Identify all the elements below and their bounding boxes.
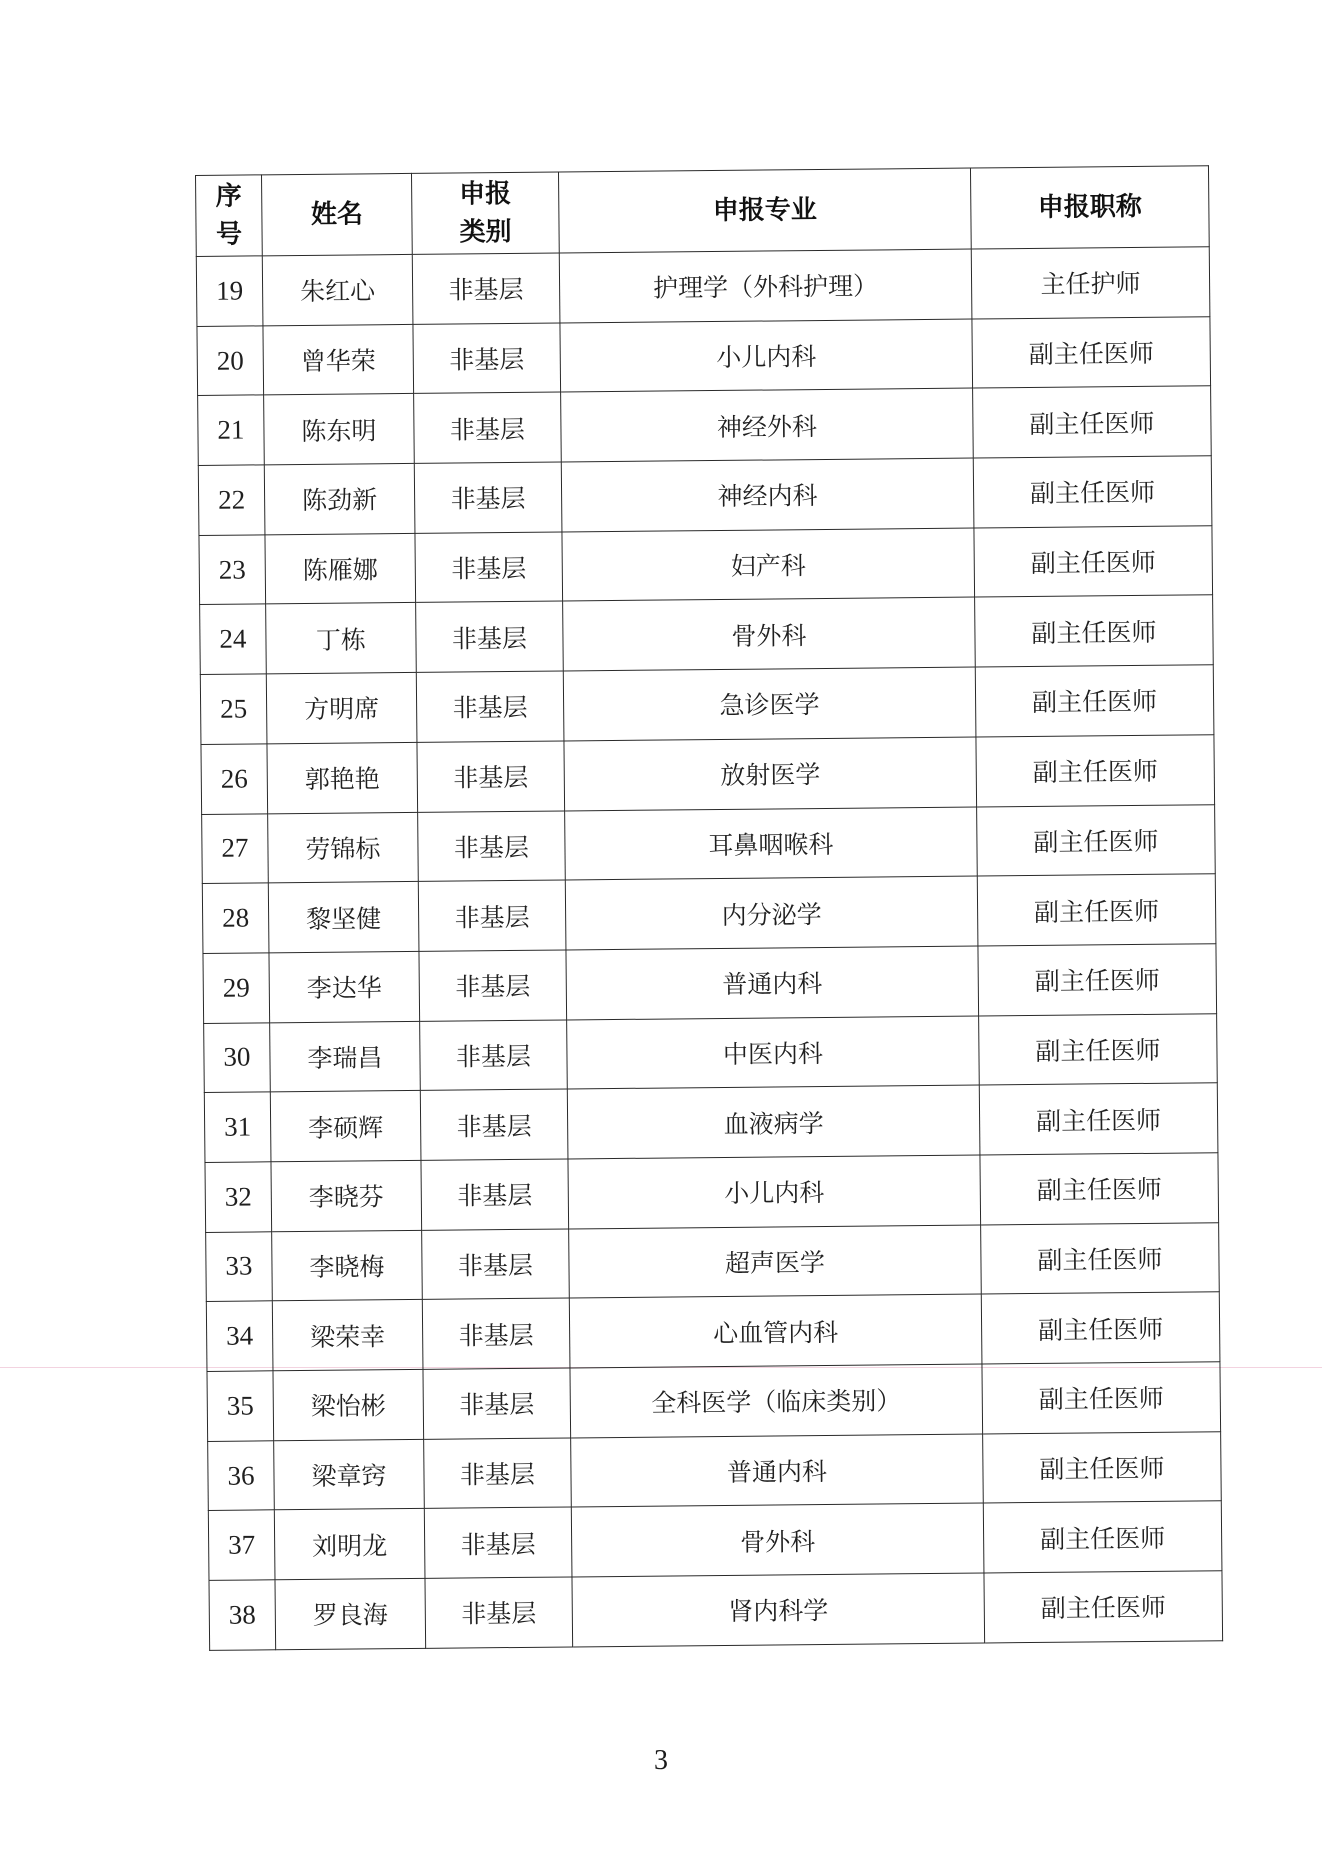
cell-title: 副主任医师 bbox=[979, 1083, 1218, 1155]
header-specialty: 申报专业 bbox=[558, 168, 971, 253]
table-row bbox=[203, 944, 1217, 1023]
cell-specialty: 骨外科 bbox=[563, 597, 976, 671]
table-row bbox=[208, 1501, 1222, 1580]
table-row bbox=[198, 456, 1212, 535]
cell-name: 刘明龙 bbox=[274, 1509, 425, 1580]
cell-no: 24 bbox=[200, 604, 267, 674]
cell-specialty: 放射医学 bbox=[564, 737, 977, 811]
cell-no: 34 bbox=[206, 1301, 273, 1371]
header-line: 号 bbox=[215, 219, 243, 250]
header-line: 类别 bbox=[459, 216, 512, 248]
table-row bbox=[206, 1222, 1220, 1301]
cell-name: 李达华 bbox=[269, 951, 420, 1022]
cell-category: 非基层 bbox=[414, 462, 562, 533]
cell-category: 非基层 bbox=[422, 1298, 570, 1369]
cell-no: 28 bbox=[202, 883, 269, 953]
cell-no: 30 bbox=[204, 1022, 271, 1092]
table-row bbox=[202, 804, 1216, 883]
table-row bbox=[198, 386, 1212, 465]
cell-name: 丁栋 bbox=[266, 603, 417, 674]
cell-no: 20 bbox=[197, 326, 264, 396]
cell-specialty: 普通内科 bbox=[571, 1434, 984, 1508]
cell-title: 副主任医师 bbox=[972, 316, 1211, 388]
cell-specialty: 普通内科 bbox=[566, 946, 979, 1020]
cell-title: 副主任医师 bbox=[983, 1431, 1222, 1503]
table-row bbox=[200, 595, 1214, 674]
header-name: 姓名 bbox=[262, 173, 413, 255]
cell-no: 35 bbox=[207, 1371, 274, 1441]
cell-title: 副主任医师 bbox=[976, 735, 1215, 807]
cell-title: 副主任医师 bbox=[973, 386, 1212, 458]
cell-specialty: 小儿内科 bbox=[568, 1155, 981, 1229]
cell-name: 朱红心 bbox=[262, 254, 413, 325]
cell-name: 梁怡彬 bbox=[273, 1369, 424, 1440]
cell-no: 29 bbox=[203, 953, 270, 1023]
cell-name: 曾华荣 bbox=[263, 324, 414, 395]
cell-specialty: 耳鼻咽喉科 bbox=[565, 807, 978, 881]
cell-no: 25 bbox=[200, 674, 267, 744]
table-row bbox=[202, 874, 1216, 953]
table-row bbox=[208, 1431, 1222, 1510]
cell-specialty: 急诊医学 bbox=[563, 667, 976, 741]
cell-name: 李瑞昌 bbox=[270, 1021, 421, 1092]
cell-name: 方明席 bbox=[266, 673, 417, 744]
cell-category: 非基层 bbox=[418, 880, 566, 951]
cell-no: 37 bbox=[208, 1510, 275, 1580]
cell-title: 副主任医师 bbox=[973, 456, 1212, 528]
cell-title: 副主任医师 bbox=[979, 1013, 1218, 1085]
page-number: 3 bbox=[654, 1745, 668, 1776]
header-title: 申报职称 bbox=[970, 166, 1209, 249]
table-row bbox=[207, 1362, 1221, 1441]
cell-no: 32 bbox=[205, 1162, 272, 1232]
cell-no: 26 bbox=[201, 744, 268, 814]
cell-name: 罗良海 bbox=[275, 1578, 426, 1649]
cell-name: 黎坚健 bbox=[268, 882, 419, 953]
cell-category: 非基层 bbox=[418, 810, 566, 881]
table-row bbox=[200, 665, 1214, 744]
cell-category: 非基层 bbox=[415, 532, 563, 603]
cell-specialty: 神经外科 bbox=[561, 388, 974, 462]
cell-no: 21 bbox=[198, 395, 265, 465]
cell-specialty: 妇产科 bbox=[562, 528, 975, 602]
cell-category: 非基层 bbox=[423, 1368, 571, 1439]
cell-category: 非基层 bbox=[424, 1438, 572, 1509]
cell-category: 非基层 bbox=[414, 392, 562, 463]
cell-category: 非基层 bbox=[424, 1507, 572, 1578]
cell-specialty: 中医内科 bbox=[567, 1016, 980, 1090]
cell-title: 副主任医师 bbox=[983, 1501, 1222, 1573]
table-row bbox=[197, 316, 1211, 395]
cell-no: 38 bbox=[209, 1580, 276, 1650]
cell-category: 非基层 bbox=[412, 253, 560, 324]
cell-specialty: 小儿内科 bbox=[560, 319, 973, 393]
cell-specialty: 全科医学（临床类别） bbox=[570, 1364, 983, 1438]
cell-title: 副主任医师 bbox=[977, 874, 1216, 946]
cell-category: 非基层 bbox=[420, 1020, 568, 1091]
cell-name: 李晓芬 bbox=[271, 1160, 422, 1231]
cell-no: 31 bbox=[204, 1092, 271, 1162]
cell-category: 非基层 bbox=[417, 741, 565, 812]
cell-title: 主任护师 bbox=[971, 247, 1210, 319]
header-no bbox=[196, 175, 263, 257]
cell-no: 22 bbox=[198, 465, 265, 535]
cell-category: 非基层 bbox=[419, 950, 567, 1021]
table-row bbox=[204, 1013, 1218, 1092]
cell-name: 梁章窍 bbox=[274, 1439, 425, 1510]
cell-category: 非基层 bbox=[425, 1577, 573, 1648]
cell-specialty: 超声医学 bbox=[569, 1225, 982, 1299]
header-line: 序 bbox=[215, 181, 242, 212]
cell-category: 非基层 bbox=[416, 601, 564, 672]
cell-category: 非基层 bbox=[413, 323, 561, 394]
cell-specialty: 肾内科学 bbox=[572, 1573, 985, 1647]
cell-name: 陈东明 bbox=[264, 394, 415, 465]
cell-title: 副主任医师 bbox=[975, 595, 1214, 667]
cell-title: 副主任医师 bbox=[978, 944, 1217, 1016]
cell-specialty: 神经内科 bbox=[561, 458, 974, 532]
cell-name: 李硕辉 bbox=[270, 1091, 421, 1162]
cell-no: 36 bbox=[208, 1440, 275, 1510]
cell-title: 副主任医师 bbox=[982, 1362, 1221, 1434]
cell-specialty: 护理学（外科护理） bbox=[559, 249, 972, 323]
table-row bbox=[201, 735, 1215, 814]
cell-specialty: 心血管内科 bbox=[569, 1294, 982, 1368]
cell-name: 梁荣幸 bbox=[272, 1300, 423, 1371]
cell-no: 33 bbox=[206, 1231, 273, 1301]
cell-specialty: 内分泌学 bbox=[565, 876, 978, 950]
table-row bbox=[204, 1083, 1218, 1162]
cell-category: 非基层 bbox=[421, 1159, 569, 1230]
header-category bbox=[411, 172, 559, 254]
cell-name: 李晓梅 bbox=[272, 1230, 423, 1301]
cell-no: 19 bbox=[196, 256, 263, 326]
table-header-row bbox=[196, 166, 1210, 257]
table-row bbox=[209, 1571, 1223, 1650]
applicant-table bbox=[195, 165, 1223, 1650]
cell-title: 副主任医师 bbox=[984, 1571, 1223, 1643]
table-row bbox=[196, 247, 1210, 326]
table-row bbox=[199, 526, 1213, 605]
cell-name: 劳锦标 bbox=[268, 812, 419, 883]
cell-no: 27 bbox=[202, 813, 269, 883]
cell-category: 非基层 bbox=[422, 1229, 570, 1300]
cell-name: 陈雁娜 bbox=[265, 533, 416, 604]
cell-title: 副主任医师 bbox=[977, 804, 1216, 876]
header-line: 申报 bbox=[459, 178, 512, 210]
cell-title: 副主任医师 bbox=[980, 1153, 1219, 1225]
cell-title: 副主任医师 bbox=[981, 1292, 1220, 1364]
cell-title: 副主任医师 bbox=[974, 526, 1213, 598]
cell-category: 非基层 bbox=[416, 671, 564, 742]
table-body bbox=[196, 247, 1222, 1650]
cell-specialty: 血液病学 bbox=[567, 1085, 980, 1159]
cell-title: 副主任医师 bbox=[981, 1222, 1220, 1294]
cell-specialty: 骨外科 bbox=[571, 1503, 984, 1577]
cell-title: 副主任医师 bbox=[975, 665, 1214, 737]
table-row bbox=[205, 1153, 1219, 1232]
cell-name: 陈劲新 bbox=[264, 463, 415, 534]
cell-name: 郭艳艳 bbox=[267, 742, 418, 813]
cell-no: 23 bbox=[199, 535, 266, 605]
table-row bbox=[206, 1292, 1220, 1371]
cell-category: 非基层 bbox=[420, 1089, 568, 1160]
